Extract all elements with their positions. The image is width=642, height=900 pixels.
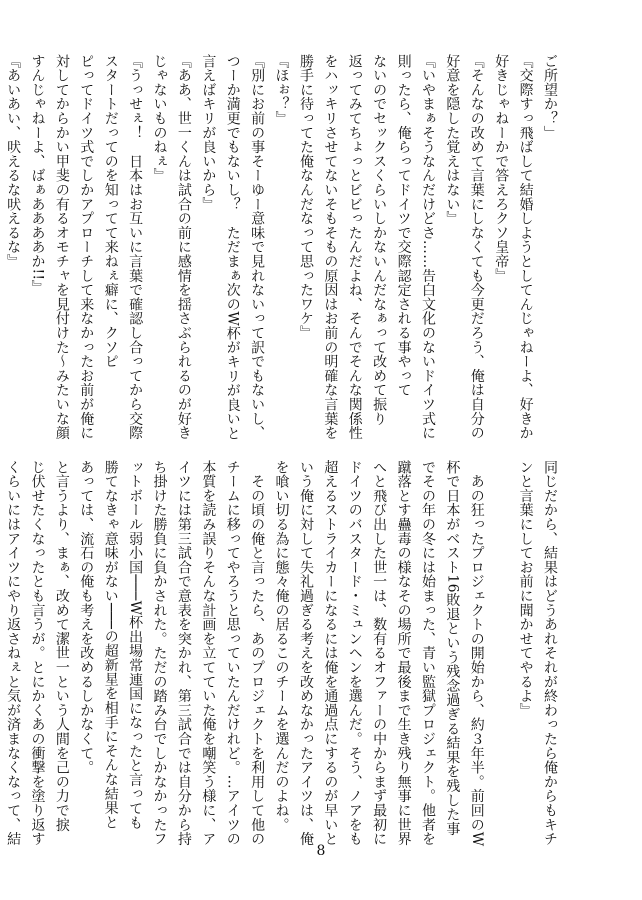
text-line: 『別にお前の事そーゆー意味で見れないって訳でもないし、 xyxy=(249,54,266,441)
text-line xyxy=(0,54,1,386)
text-line: でその年の冬には始まった、青い監獄プロジェクト。他者を xyxy=(419,460,436,847)
text-line: 同じだから、結果はどうあれそれが終わったら俺からもキチ xyxy=(542,460,558,847)
text-line: つーか満更でもないし？ ただまぁ次のW杯がキリが良いと xyxy=(224,54,241,441)
text-line: を喰い切る為に態々俺の居るこのチームを選んだのよね。 xyxy=(273,460,290,832)
text-line: 『交際すっ飛ばして結婚しようとしてんじゃねーよ、好きか xyxy=(517,54,534,441)
text-line: くらいにはアイツにやり返さねぇと気が済まなくなって、結 xyxy=(5,460,22,847)
upper-text-block xyxy=(5,54,562,441)
text-line: あっては、流石の俺も考えを改めるしかなくて。 xyxy=(78,460,95,775)
text-line: ンと言葉にしてお前に聞かせてやるよ』 xyxy=(517,460,534,718)
text-line: ないのでセックスくらいしかないんだなぁって改めて振り xyxy=(371,54,388,426)
text-line: 『あいあい、吠えるな吠えるな』 xyxy=(5,54,22,269)
text-line: 本質を読み誤りそんな計画を立てていた俺を嘲笑う様に、ア xyxy=(200,460,217,847)
text-line: あの狂ったプロジェクトの開始から、約３年半。前回のW xyxy=(468,460,485,847)
text-line: ピってドイツ式でしかアプローチして来なかったお前が俺に xyxy=(78,54,95,441)
text-line: その頃の俺と言ったら、あのプロジェクトを利用して他の xyxy=(249,460,266,847)
text-line: 『そんなの改めて言葉にしなくても今更だろう、俺は自分の xyxy=(468,54,485,441)
text-line xyxy=(0,460,1,803)
page-number: 8 xyxy=(316,843,326,859)
text-line: 蹴落とす蠱毒の様なその場所で最後まで生き残り無事に世界 xyxy=(395,460,412,847)
text-line: いう俺に対して失礼過ぎる考えを改めなかったアイツは、俺 xyxy=(297,460,314,847)
text-line: 好意を隠した覚えはない』 xyxy=(444,54,461,226)
text-line: 返ってみてちょっとビビったんだよね、そんでそんな関係性 xyxy=(346,54,363,441)
text-line: 好きじゃねーかで答えろクソ皇帝』 xyxy=(493,54,510,283)
text-line: へと飛び出した世一は、数有るオファーの中からまず最初に xyxy=(371,460,388,847)
text-line: ドイツのバスタード・ミュンヘンを選んだ。そう、ノアをも xyxy=(346,460,363,847)
text-line: 『いやまぁそうなんだけどさ……告白文化のないドイツ式に xyxy=(419,54,436,441)
text-line: 言えばキリが良いから』 xyxy=(200,54,217,212)
text-line: 対してからかい甲斐の有るオモチャを見付けた〜みたいな顔 xyxy=(53,54,70,441)
text-line: すんじゃねーよ、ばぁああああか!!』 xyxy=(29,54,46,295)
text-line: じゃないものねぇ』 xyxy=(151,54,168,183)
text-line: チームに移ってやろうと思っていたんだけれど。…アイツの xyxy=(224,460,241,847)
text-line: 『ほぉ？』 xyxy=(273,54,290,126)
text-line: と言うより、まぁ、改めて潔世一という人間を己の力で捩 xyxy=(53,460,70,832)
text-line: スタートだってのを知ってて来ねぇ癖に、クソピ xyxy=(102,54,119,369)
text-line: 杯で日本がベスト16敗退という残念過ぎる結果を残した事 xyxy=(444,460,461,836)
text-line: イツには第三試合で意表を突かれ、第三試合では自分から持 xyxy=(175,460,192,847)
lower-text-block xyxy=(5,460,562,847)
text-line: じ伏せたくなったとも言うが。とにかくあの衝撃を塗り返す xyxy=(29,460,46,847)
text-line: 『うっせぇ！ 日本はお互いに言葉で確認し合ってから交際 xyxy=(127,54,144,441)
text-line: 超えるストライカーになるには俺を通過点にするのが早いと xyxy=(322,460,339,847)
text-line: 勝手に待ってた俺なんだなって思ったワケ』 xyxy=(297,54,314,340)
text-line: 則ったら、俺らってドイツで交際認定される事やって xyxy=(395,54,412,398)
text-line: ットボール弱小国───W杯出場常連国になったと言っても xyxy=(127,460,144,830)
text-line: をハッキリさせてないそもそもの原因はお前の明確な言葉を xyxy=(322,54,339,441)
text-line: 『ああ、世一くんは試合の前に感情を揺さぶられるのが好き xyxy=(175,54,192,441)
text-line xyxy=(489,460,513,803)
text-line: ち掛けた勝負に負かされた。ただの踏み台でしかなかったフ xyxy=(151,460,168,847)
text-line: ご所望か？」 xyxy=(542,54,558,140)
text-line: 勝てなきゃ意味がない───の超新星を相手にそんな結果と xyxy=(102,460,119,830)
